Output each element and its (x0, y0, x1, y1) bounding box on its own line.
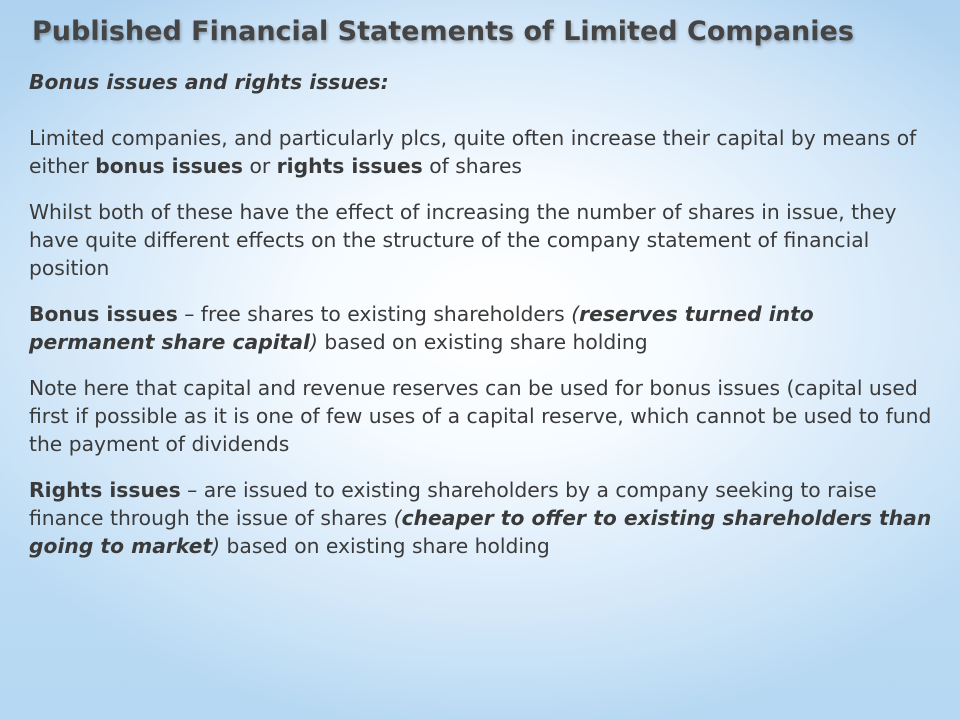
p5-text-a: – are issued to existing shareholders by a company seeking to raise finance through the issue of shares (29, 478, 877, 530)
p5-text-b: based on existing share holding (220, 534, 550, 558)
p5-emphasis: cheaper to offer to existing shareholders than going to market (29, 506, 932, 558)
p1-term-rights-issues: rights issues (276, 154, 423, 178)
p5-paren-close: ) (212, 534, 221, 558)
p3-paren-close: ) (310, 330, 318, 354)
rights-issues-term: Rights issues (29, 478, 181, 502)
paragraph-bonus-issues (29, 300, 939, 356)
slide-title: Published Financial Statements of Limited Companies (32, 16, 854, 47)
p1-text-a: Limited companies, and particularly plcs, quite often increase their capital by means of either (29, 126, 917, 178)
p3-emphasis: reserves turned into permanent share capital (29, 302, 814, 354)
p3-text-b: based on existing share holding (317, 330, 648, 354)
p1-text-e: of shares (422, 154, 522, 178)
paragraph-rights-issues (29, 476, 939, 560)
p3-paren-open: ( (571, 302, 580, 326)
paragraph-reserves-note: Note here that capital and revenue reserves can be used for bonus issues (capital used first if possible as it is one of few uses of a capital reserve, which cannot be used to fund the payment of dividends (29, 376, 932, 456)
paragraph-capital-increase (29, 124, 939, 180)
bonus-issues-term: Bonus issues (29, 302, 178, 326)
p5-paren-open: ( (393, 506, 402, 530)
p1-text-c: or (243, 154, 277, 178)
subheading: Bonus issues and rights issues: (29, 70, 389, 94)
p1-term-bonus-issues: bonus issues (95, 154, 244, 178)
p3-text-a: – free shares to existing shareholders (177, 302, 572, 326)
slide-content (29, 68, 939, 578)
paragraph-effects: Whilst both of these have the effect of increasing the number of shares in issue, they have quite different effects on the structure of the company statement of financial position (29, 200, 897, 280)
